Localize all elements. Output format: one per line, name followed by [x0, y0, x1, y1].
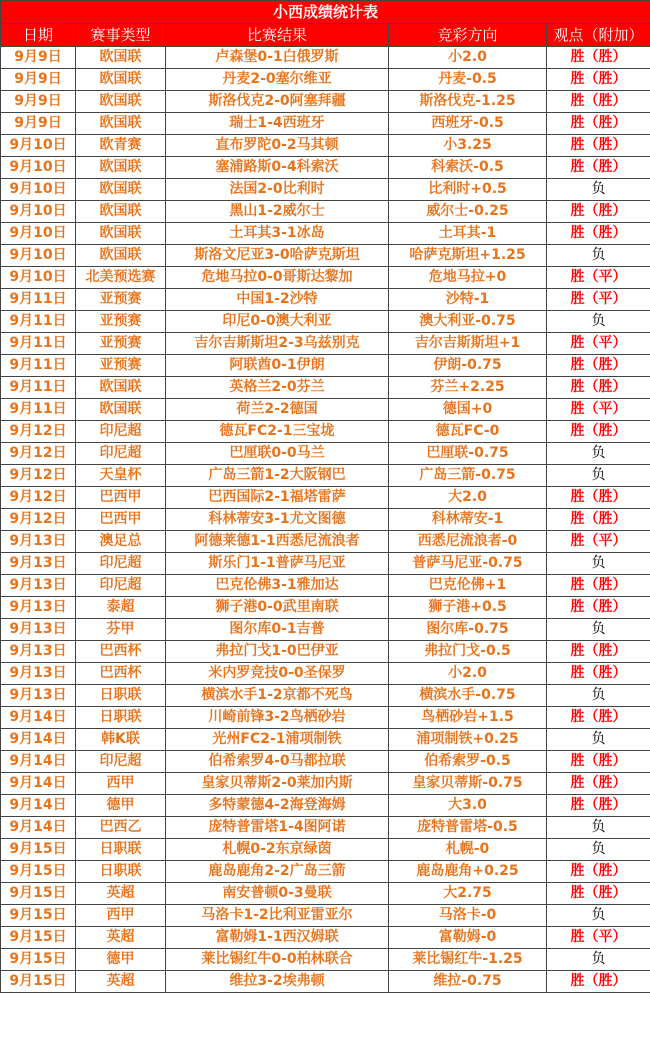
match-result-cell: 土耳其3-1冰岛 — [166, 223, 389, 245]
date-cell: 9月12日 — [1, 421, 76, 443]
pick-direction-cell: 伯希索罗-0.5 — [389, 751, 547, 773]
table-row — [1, 861, 650, 883]
table-row — [1, 245, 650, 267]
outcome-cell: 胜（胜） — [547, 795, 650, 817]
pick-direction-cell: 伊朗-0.75 — [389, 355, 547, 377]
date-cell: 9月10日 — [1, 179, 76, 201]
event-type-cell: 欧国联 — [76, 399, 166, 421]
outcome-cell: 胜（平） — [547, 267, 650, 289]
event-type-cell: 芬甲 — [76, 619, 166, 641]
table-row — [1, 685, 650, 707]
date-cell: 9月11日 — [1, 377, 76, 399]
event-type-cell: 欧国联 — [76, 179, 166, 201]
table-row — [1, 377, 650, 399]
outcome-cell: 胜（胜） — [547, 47, 650, 69]
table-row — [1, 971, 650, 993]
pick-direction-cell: 狮子港+0.5 — [389, 597, 547, 619]
outcome-cell: 胜（胜） — [547, 355, 650, 377]
pick-direction-cell: 德国+0 — [389, 399, 547, 421]
event-type-cell: 英超 — [76, 883, 166, 905]
table-row — [1, 729, 650, 751]
outcome-cell: 胜（胜） — [547, 487, 650, 509]
date-cell: 9月11日 — [1, 333, 76, 355]
match-result-cell: 阿德莱德1-1西悉尼流浪者 — [166, 531, 389, 553]
outcome-cell: 胜（胜） — [547, 201, 650, 223]
pick-direction-cell: 哈萨克斯坦+1.25 — [389, 245, 547, 267]
date-cell: 9月13日 — [1, 531, 76, 553]
pick-direction-cell: 小2.0 — [389, 47, 547, 69]
event-type-cell: 西甲 — [76, 773, 166, 795]
table-row — [1, 201, 650, 223]
table-row — [1, 795, 650, 817]
event-type-cell: 印尼超 — [76, 443, 166, 465]
date-cell: 9月9日 — [1, 113, 76, 135]
date-cell: 9月10日 — [1, 223, 76, 245]
date-cell: 9月13日 — [1, 575, 76, 597]
event-type-cell: 巴西杯 — [76, 641, 166, 663]
outcome-cell: 胜（平） — [547, 289, 650, 311]
date-cell: 9月13日 — [1, 641, 76, 663]
date-cell: 9月12日 — [1, 465, 76, 487]
match-result-cell: 伯希索罗4-0马都拉联 — [166, 751, 389, 773]
event-type-cell: 欧国联 — [76, 157, 166, 179]
outcome-cell: 负 — [547, 905, 650, 927]
outcome-cell: 负 — [547, 619, 650, 641]
event-type-cell: 巴西杯 — [76, 663, 166, 685]
event-type-cell: 欧国联 — [76, 245, 166, 267]
outcome-cell: 胜（胜） — [547, 113, 650, 135]
pick-direction-cell: 芬兰+2.25 — [389, 377, 547, 399]
pick-direction-cell: 大3.0 — [389, 795, 547, 817]
date-cell: 9月15日 — [1, 883, 76, 905]
table-row — [1, 619, 650, 641]
pick-direction-cell: 土耳其-1 — [389, 223, 547, 245]
outcome-cell: 胜（胜） — [547, 971, 650, 993]
pick-direction-cell: 普萨马尼亚-0.75 — [389, 553, 547, 575]
pick-direction-cell: 小3.25 — [389, 135, 547, 157]
pick-direction-cell: 广岛三箭-0.75 — [389, 465, 547, 487]
date-cell: 9月13日 — [1, 553, 76, 575]
event-type-cell: 日职联 — [76, 861, 166, 883]
table-row — [1, 839, 650, 861]
date-cell: 9月15日 — [1, 861, 76, 883]
table-row — [1, 707, 650, 729]
table-row — [1, 69, 650, 91]
outcome-cell: 胜（胜） — [547, 377, 650, 399]
event-type-cell: 德甲 — [76, 795, 166, 817]
date-cell: 9月11日 — [1, 311, 76, 333]
date-cell: 9月12日 — [1, 443, 76, 465]
table-row — [1, 553, 650, 575]
table-row — [1, 333, 650, 355]
outcome-cell: 胜（胜） — [547, 861, 650, 883]
event-type-cell: 欧国联 — [76, 47, 166, 69]
table-row — [1, 355, 650, 377]
outcome-cell: 胜（胜） — [547, 773, 650, 795]
match-result-cell: 马洛卡1-2比利亚雷亚尔 — [166, 905, 389, 927]
date-cell: 9月14日 — [1, 817, 76, 839]
outcome-cell: 胜（平） — [547, 927, 650, 949]
date-cell: 9月14日 — [1, 751, 76, 773]
event-type-cell: 巴西乙 — [76, 817, 166, 839]
table-row — [1, 113, 650, 135]
table-row — [1, 399, 650, 421]
table-row — [1, 509, 650, 531]
table-row — [1, 91, 650, 113]
event-type-cell: 英超 — [76, 971, 166, 993]
outcome-cell: 胜（胜） — [547, 883, 650, 905]
date-cell: 9月10日 — [1, 135, 76, 157]
match-result-cell: 德瓦FC2-1三宝垅 — [166, 421, 389, 443]
pick-direction-cell: 弗拉门戈-0.5 — [389, 641, 547, 663]
outcome-cell: 胜（胜） — [547, 597, 650, 619]
outcome-cell: 胜（胜） — [547, 509, 650, 531]
pick-direction-cell: 危地马拉+0 — [389, 267, 547, 289]
event-type-cell: 日职联 — [76, 685, 166, 707]
event-type-cell: 日职联 — [76, 707, 166, 729]
pick-direction-cell: 比利时+0.5 — [389, 179, 547, 201]
pick-direction-cell: 斯洛伐克-1.25 — [389, 91, 547, 113]
table-row — [1, 949, 650, 971]
match-result-cell: 巴厘联0-0马兰 — [166, 443, 389, 465]
date-cell: 9月9日 — [1, 69, 76, 91]
table-row — [1, 421, 650, 443]
event-type-cell: 印尼超 — [76, 553, 166, 575]
event-type-cell: 欧国联 — [76, 91, 166, 113]
outcome-cell: 胜（胜） — [547, 421, 650, 443]
outcome-cell: 负 — [547, 465, 650, 487]
table-row — [1, 641, 650, 663]
outcome-cell: 胜（胜） — [547, 91, 650, 113]
pick-direction-cell: 吉尔吉斯斯坦+1 — [389, 333, 547, 355]
date-cell: 9月11日 — [1, 355, 76, 377]
date-cell: 9月12日 — [1, 509, 76, 531]
table-row — [1, 135, 650, 157]
event-type-cell: 印尼超 — [76, 751, 166, 773]
date-cell: 9月9日 — [1, 91, 76, 113]
event-type-cell: 欧国联 — [76, 113, 166, 135]
pick-direction-cell: 富勒姆-0 — [389, 927, 547, 949]
outcome-cell: 胜（胜） — [547, 707, 650, 729]
pick-direction-cell: 庞特普雷塔-0.5 — [389, 817, 547, 839]
date-cell: 9月14日 — [1, 707, 76, 729]
match-result-cell: 多特蒙德4-2海登海姆 — [166, 795, 389, 817]
table-row — [1, 157, 650, 179]
header-match-result: 比赛结果 — [166, 24, 389, 47]
event-type-cell: 韩K联 — [76, 729, 166, 751]
table-row — [1, 663, 650, 685]
pick-direction-cell: 鸟栖砂岩+1.5 — [389, 707, 547, 729]
table-row — [1, 817, 650, 839]
table-row — [1, 487, 650, 509]
table-row — [1, 531, 650, 553]
event-type-cell: 日职联 — [76, 839, 166, 861]
date-cell: 9月14日 — [1, 795, 76, 817]
pick-direction-cell: 维拉-0.75 — [389, 971, 547, 993]
pick-direction-cell: 马洛卡-0 — [389, 905, 547, 927]
pick-direction-cell: 科索沃-0.5 — [389, 157, 547, 179]
header-date: 日期 — [1, 24, 76, 47]
match-result-cell: 弗拉门戈1-0巴伊亚 — [166, 641, 389, 663]
outcome-cell: 负 — [547, 245, 650, 267]
event-type-cell: 印尼超 — [76, 575, 166, 597]
pick-direction-cell: 巴厘联-0.75 — [389, 443, 547, 465]
match-result-cell: 斯洛文尼亚3-0哈萨克斯坦 — [166, 245, 389, 267]
table-row — [1, 311, 650, 333]
table-row — [1, 443, 650, 465]
date-cell: 9月10日 — [1, 267, 76, 289]
table-row — [1, 47, 650, 69]
match-result-cell: 札幌0-2东京绿茵 — [166, 839, 389, 861]
date-cell: 9月10日 — [1, 201, 76, 223]
outcome-cell: 负 — [547, 839, 650, 861]
match-result-cell: 富勒姆1-1西汉姆联 — [166, 927, 389, 949]
date-cell: 9月15日 — [1, 971, 76, 993]
match-result-cell: 瑞士1-4西班牙 — [166, 113, 389, 135]
event-type-cell: 北美预选赛 — [76, 267, 166, 289]
table-title: 小西成绩统计表 — [1, 1, 650, 24]
event-type-cell: 欧国联 — [76, 201, 166, 223]
match-result-cell: 皇家贝蒂斯2-0莱加内斯 — [166, 773, 389, 795]
header-row — [1, 24, 650, 47]
table-row — [1, 883, 650, 905]
outcome-cell: 负 — [547, 817, 650, 839]
table-row — [1, 773, 650, 795]
pick-direction-cell: 丹麦-0.5 — [389, 69, 547, 91]
pick-direction-cell: 皇家贝蒂斯-0.75 — [389, 773, 547, 795]
pick-direction-cell: 西悉尼流浪者-0 — [389, 531, 547, 553]
match-result-cell: 横滨水手1-2京都不死鸟 — [166, 685, 389, 707]
match-result-cell: 英格兰2-0芬兰 — [166, 377, 389, 399]
header-outcome: 观点（附加） — [547, 24, 650, 47]
match-result-cell: 狮子港0-0武里南联 — [166, 597, 389, 619]
date-cell: 9月14日 — [1, 773, 76, 795]
match-result-cell: 塞浦路斯0-4科索沃 — [166, 157, 389, 179]
pick-direction-cell: 大2.75 — [389, 883, 547, 905]
event-type-cell: 英超 — [76, 927, 166, 949]
outcome-cell: 胜（胜） — [547, 223, 650, 245]
event-type-cell: 欧国联 — [76, 223, 166, 245]
match-result-cell: 黑山1-2威尔士 — [166, 201, 389, 223]
pick-direction-cell: 图尔库-0.75 — [389, 619, 547, 641]
match-result-cell: 丹麦2-0塞尔维亚 — [166, 69, 389, 91]
pick-direction-cell: 横滨水手-0.75 — [389, 685, 547, 707]
outcome-cell: 胜（平） — [547, 531, 650, 553]
header-pick-direction: 竞彩方向 — [389, 24, 547, 47]
title-row — [1, 1, 650, 24]
event-type-cell: 欧国联 — [76, 69, 166, 91]
match-result-cell: 法国2-0比利时 — [166, 179, 389, 201]
event-type-cell: 亚预赛 — [76, 311, 166, 333]
match-result-cell: 米内罗竞技0-0圣保罗 — [166, 663, 389, 685]
pick-direction-cell: 鹿岛鹿角+0.25 — [389, 861, 547, 883]
event-type-cell: 天皇杯 — [76, 465, 166, 487]
event-type-cell: 泰超 — [76, 597, 166, 619]
outcome-cell: 胜（胜） — [547, 135, 650, 157]
match-result-cell: 庞特普雷塔1-4图阿诺 — [166, 817, 389, 839]
date-cell: 9月10日 — [1, 245, 76, 267]
table-row — [1, 751, 650, 773]
table-row — [1, 289, 650, 311]
outcome-cell: 胜（胜） — [547, 641, 650, 663]
outcome-cell: 胜（平） — [547, 399, 650, 421]
match-result-cell: 光州FC2-1浦项制铁 — [166, 729, 389, 751]
outcome-cell: 负 — [547, 729, 650, 751]
table-row — [1, 927, 650, 949]
match-result-cell: 鹿岛鹿角2-2广岛三箭 — [166, 861, 389, 883]
outcome-cell: 胜（平） — [547, 333, 650, 355]
pick-direction-cell: 德瓦FC-0 — [389, 421, 547, 443]
table-row — [1, 223, 650, 245]
match-result-cell: 广岛三箭1-2大阪钢巴 — [166, 465, 389, 487]
pick-direction-cell: 科林蒂安-1 — [389, 509, 547, 531]
date-cell: 9月15日 — [1, 905, 76, 927]
pick-direction-cell: 巴克伦佛+1 — [389, 575, 547, 597]
pick-direction-cell: 札幌-0 — [389, 839, 547, 861]
table-row — [1, 465, 650, 487]
outcome-cell: 负 — [547, 179, 650, 201]
match-result-cell: 印尼0-0澳大利亚 — [166, 311, 389, 333]
event-type-cell: 澳足总 — [76, 531, 166, 553]
pick-direction-cell: 浦项制铁+0.25 — [389, 729, 547, 751]
match-result-cell: 卢森堡0-1白俄罗斯 — [166, 47, 389, 69]
match-result-cell: 图尔库0-1吉普 — [166, 619, 389, 641]
date-cell: 9月11日 — [1, 399, 76, 421]
outcome-cell: 胜（胜） — [547, 751, 650, 773]
date-cell: 9月13日 — [1, 685, 76, 707]
event-type-cell: 巴西甲 — [76, 487, 166, 509]
date-cell: 9月14日 — [1, 729, 76, 751]
table-row — [1, 179, 650, 201]
date-cell: 9月15日 — [1, 949, 76, 971]
date-cell: 9月13日 — [1, 619, 76, 641]
match-result-cell: 川崎前锋3-2鸟栖砂岩 — [166, 707, 389, 729]
pick-direction-cell: 莱比锡红牛-1.25 — [389, 949, 547, 971]
outcome-cell: 胜（胜） — [547, 663, 650, 685]
date-cell: 9月13日 — [1, 597, 76, 619]
pick-direction-cell: 威尔士-0.25 — [389, 201, 547, 223]
table-row — [1, 575, 650, 597]
match-result-cell: 巴克伦佛3-1雅加达 — [166, 575, 389, 597]
header-event-type: 赛事类型 — [76, 24, 166, 47]
match-result-cell: 斯洛伐克2-0阿塞拜疆 — [166, 91, 389, 113]
outcome-cell: 胜（胜） — [547, 575, 650, 597]
pick-direction-cell: 小2.0 — [389, 663, 547, 685]
table-row — [1, 597, 650, 619]
event-type-cell: 亚预赛 — [76, 355, 166, 377]
date-cell: 9月9日 — [1, 47, 76, 69]
event-type-cell: 欧国联 — [76, 377, 166, 399]
match-result-cell: 斯乐门1-1普萨马尼亚 — [166, 553, 389, 575]
match-result-cell: 荷兰2-2德国 — [166, 399, 389, 421]
event-type-cell: 欧青赛 — [76, 135, 166, 157]
pick-direction-cell: 大2.0 — [389, 487, 547, 509]
outcome-cell: 负 — [547, 311, 650, 333]
date-cell: 9月15日 — [1, 927, 76, 949]
match-result-cell: 维拉3-2埃弗顿 — [166, 971, 389, 993]
date-cell: 9月12日 — [1, 487, 76, 509]
event-type-cell: 西甲 — [76, 905, 166, 927]
match-result-cell: 莱比锡红牛0-0柏林联合 — [166, 949, 389, 971]
date-cell: 9月15日 — [1, 839, 76, 861]
pick-direction-cell: 西班牙-0.5 — [389, 113, 547, 135]
match-result-cell: 中国1-2沙特 — [166, 289, 389, 311]
table-row — [1, 905, 650, 927]
table-row — [1, 267, 650, 289]
stats-table-body — [1, 1, 650, 993]
outcome-cell: 负 — [547, 685, 650, 707]
date-cell: 9月10日 — [1, 157, 76, 179]
event-type-cell: 亚预赛 — [76, 333, 166, 355]
pick-direction-cell: 澳大利亚-0.75 — [389, 311, 547, 333]
outcome-cell: 胜（胜） — [547, 157, 650, 179]
match-result-cell: 科林蒂安3-1尤文图德 — [166, 509, 389, 531]
match-result-cell: 阿联酋0-1伊朗 — [166, 355, 389, 377]
match-result-cell: 危地马拉0-0哥斯达黎加 — [166, 267, 389, 289]
event-type-cell: 巴西甲 — [76, 509, 166, 531]
outcome-cell: 胜（胜） — [547, 69, 650, 91]
match-result-cell: 南安普顿0-3曼联 — [166, 883, 389, 905]
match-result-cell: 直布罗陀0-2马其顿 — [166, 135, 389, 157]
match-result-cell: 巴西国际2-1福塔雷萨 — [166, 487, 389, 509]
event-type-cell: 亚预赛 — [76, 289, 166, 311]
date-cell: 9月11日 — [1, 289, 76, 311]
date-cell: 9月13日 — [1, 663, 76, 685]
event-type-cell: 印尼超 — [76, 421, 166, 443]
pick-direction-cell: 沙特-1 — [389, 289, 547, 311]
outcome-cell: 负 — [547, 443, 650, 465]
outcome-cell: 负 — [547, 553, 650, 575]
event-type-cell: 德甲 — [76, 949, 166, 971]
match-result-cell: 吉尔吉斯斯坦2-3乌兹别克 — [166, 333, 389, 355]
outcome-cell: 负 — [547, 949, 650, 971]
